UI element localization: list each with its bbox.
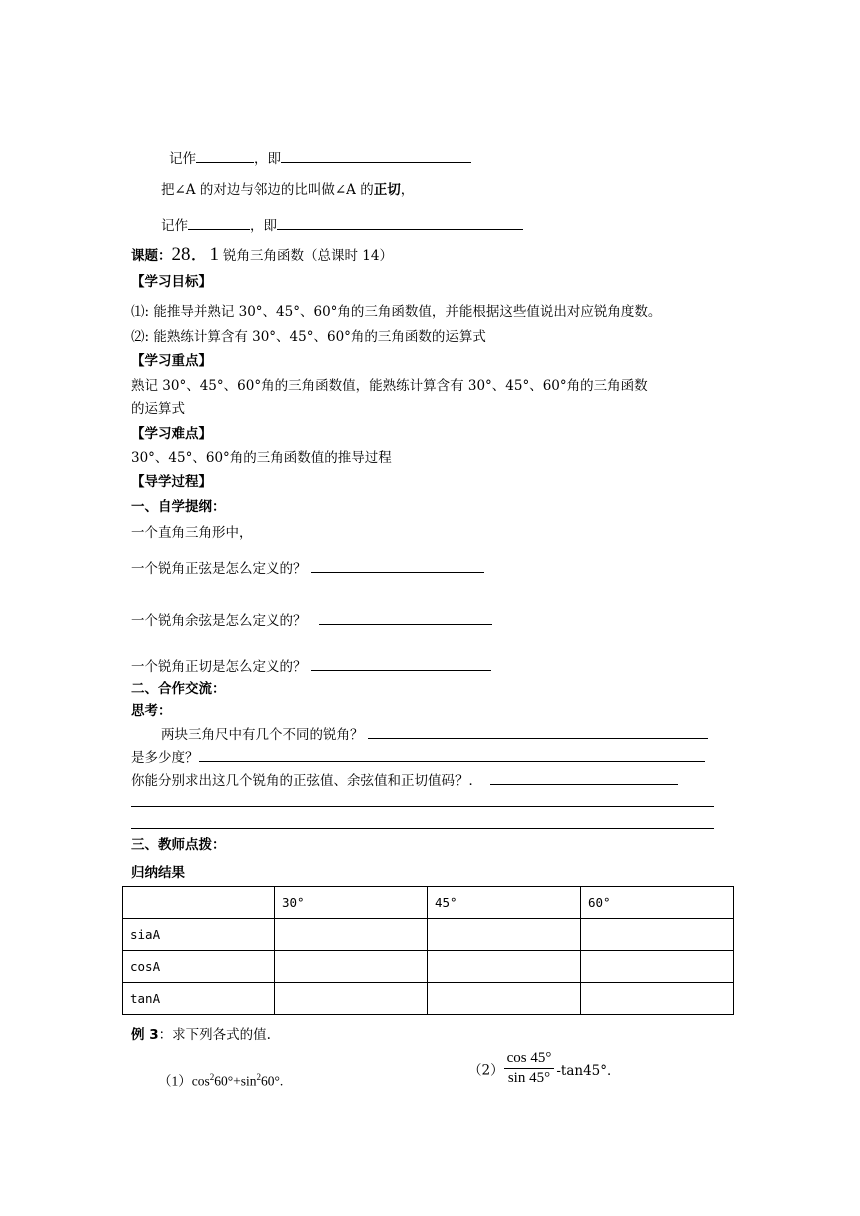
answer-cell[interactable] <box>428 951 581 983</box>
key-text: 的运算式 <box>131 401 185 417</box>
tangent-definition: 把∠A 的对边与邻边的比叫做∠A 的正切， <box>161 182 415 198</box>
row-label: cosA <box>123 951 275 983</box>
summary-label: 归纳结果 <box>131 865 185 881</box>
problem-2: （2） $\frac{\cos 45^\circ}{\sin 45^\circ}$ -tan45°． <box>468 1050 621 1086</box>
difficulty-text: 30°、45°、60°角的三角函数值的推导过程 <box>131 450 392 466</box>
table-row <box>123 983 734 1015</box>
lesson-title <box>131 246 393 265</box>
title-number: 28．1 <box>171 244 220 265</box>
answer-blank[interactable] <box>311 656 491 671</box>
sine-question: 一个锐角正弦是怎么定义的？ <box>131 558 484 578</box>
section1-intro: 一个直角三角形中， <box>131 525 253 541</box>
answer-cell[interactable] <box>428 919 581 951</box>
row-label: tanA <box>123 983 275 1015</box>
difficulty-heading: 【学习难点】 <box>131 426 212 442</box>
process-heading: 【导学过程】 <box>131 474 212 490</box>
key-text: 熟记 30°、45°、60°角的三角函数值，能熟练计算含有 30°、45°、60°角的三角函数 <box>131 378 648 394</box>
table-header-cell: 30° <box>275 887 428 919</box>
answer-blank[interactable] <box>281 148 471 163</box>
answer-cell[interactable] <box>581 951 734 983</box>
tangent-question: 一个锐角正切是怎么定义的？ <box>131 656 491 676</box>
answer-blank[interactable] <box>311 558 484 573</box>
goals-heading: 【学习目标】 <box>131 274 212 290</box>
section2-heading: 二、合作交流： <box>131 681 226 697</box>
table-header-row <box>123 887 734 919</box>
title-text: 锐角三角函数（总课时 14） <box>223 248 393 264</box>
degrees-question: 是多少度？ <box>131 747 705 767</box>
answer-cell[interactable] <box>275 951 428 983</box>
fraction: $\frac{\cos 45^\circ}{\sin 45^\circ}$ <box>504 1050 555 1087</box>
table-row <box>123 951 734 983</box>
answer-cell[interactable] <box>275 919 428 951</box>
answer-blank[interactable] <box>277 215 523 230</box>
table-corner-cell <box>123 887 275 919</box>
answer-cell[interactable] <box>581 919 734 951</box>
answer-blank[interactable] <box>319 610 492 625</box>
record-line-1 <box>169 148 471 168</box>
problem-1: $(1)\cos^260^\circ+\sin^260^\circ$. <box>158 1072 284 1089</box>
section1-heading: 一、自学提纲： <box>131 499 226 515</box>
table-header-cell: 45° <box>428 887 581 919</box>
record-label: 记作 <box>169 151 196 167</box>
answer-line[interactable] <box>131 828 714 829</box>
goal-item: ⑵: 能熟练计算含有 30°、45°、60°角的三角函数的运算式 <box>131 329 486 345</box>
answer-cell[interactable] <box>581 983 734 1015</box>
angles-question: 两块三角尺中有几个不同的锐角？ <box>161 724 708 744</box>
goal-item: ⑴: 能推导并熟记 30°、45°、60°角的三角函数值，并能根据这些值说出对应锐角度数。 <box>131 304 662 320</box>
answer-blank[interactable] <box>199 747 705 762</box>
think-label: 思考： <box>131 703 172 719</box>
table-header-cell: 60° <box>581 887 734 919</box>
section3-heading: 三、教师点拨： <box>131 837 226 853</box>
values-question: 你能分别求出这几个锐角的正弦值、余弦值和正切值码？． <box>131 770 678 790</box>
answer-blank[interactable] <box>490 770 678 785</box>
answer-blank[interactable] <box>188 215 250 230</box>
cosine-question: 一个锐角余弦是怎么定义的？ <box>131 610 492 630</box>
example-label: 例 3 <box>131 1027 159 1043</box>
answer-blank[interactable] <box>196 148 254 163</box>
that-is-label: ，即 <box>254 151 281 167</box>
answer-cell[interactable] <box>428 983 581 1015</box>
trig-values-table <box>122 886 734 1015</box>
example-heading: 例 3：求下列各式的值. <box>131 1027 271 1043</box>
table-row <box>123 919 734 951</box>
answer-blank[interactable] <box>368 724 708 739</box>
key-heading: 【学习重点】 <box>131 353 212 369</box>
tangent-term: 正切 <box>373 182 401 198</box>
row-label: siaA <box>123 919 275 951</box>
answer-line[interactable] <box>131 806 714 807</box>
record-line-2: 记作 ，即 <box>161 215 523 235</box>
answer-cell[interactable] <box>275 983 428 1015</box>
title-label: 课题： <box>131 248 172 264</box>
